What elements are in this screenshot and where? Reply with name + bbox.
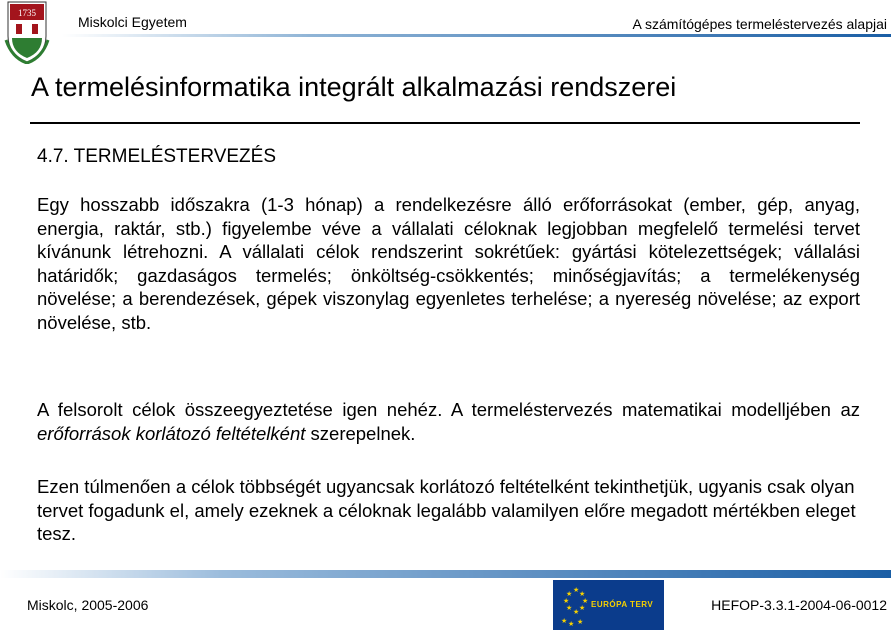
footer-location-date: Miskolc, 2005-2006 — [27, 597, 149, 613]
svg-text:★: ★ — [568, 620, 575, 628]
paragraph-2-end: szerepelnek. — [305, 422, 416, 444]
header-divider — [62, 34, 891, 37]
paragraph-1: Egy hosszabb időszakra (1-3 hónap) a rendelkezésre álló erőforrásokat (ember, gép, anyag, energia, raktár, stb.) figyelembe véve a vállalati céloknak legjobban megfelelő termelési tervet kívánunk létrehozni. A vállalati célok rendszerint sokrétűek: gyártási kötelezettségek; vállalási határidők; gazdaságos termelés; önköltség-csökkentés; minőségjavítás; a termelékenység növelése; a berendezések, gépek viszonylag egyenletes terhelése; a nyereség növelése; az export növelése, stb. — [37, 194, 860, 333]
svg-text:★: ★ — [566, 604, 573, 612]
slide-title: A termelésinformatika integrált alkalmazási rendszerei — [31, 72, 677, 102]
svg-text:★: ★ — [563, 597, 570, 605]
paragraph-3: Ezen túlmenően a célok többségét ugyancsak korlátozó feltételként tekinthetjük, ugyanis csak olyan tervet fogadunk el, amely ezeknek a céloknak legalább valamilyen előre megadott mértékben eleget tesz. — [37, 476, 856, 544]
footer-project-code: HEFOP-3.3.1-2004-06-0012 — [711, 597, 887, 613]
paragraph-2-emphasis: erőforrások korlátozó feltételként — [37, 422, 306, 444]
svg-text:★: ★ — [579, 604, 586, 612]
svg-text:★: ★ — [561, 617, 568, 625]
svg-text:★: ★ — [582, 597, 589, 605]
university-crest-logo — [4, 0, 50, 64]
paragraph-2-start: A felsorolt célok összeegyeztetése igen nehéz. A termeléstervezés matematikai modelljében az — [37, 399, 860, 420]
crest-year: 1735 — [18, 8, 36, 18]
svg-text:★: ★ — [573, 586, 580, 594]
title-underline — [30, 122, 860, 124]
svg-text:★: ★ — [573, 608, 580, 616]
paragraph-2 — [37, 398, 860, 445]
header-course-title: A számítógépes termeléstervezés alapjai — [632, 16, 887, 32]
europa-terv-label: EURÓPA TERV — [591, 600, 654, 609]
header-university-name: Miskolci Egyetem — [78, 14, 187, 30]
svg-text:★: ★ — [577, 618, 584, 626]
svg-text:★: ★ — [566, 590, 573, 598]
section-heading: 4.7. TERMELÉSTERVEZÉS — [37, 146, 276, 167]
svg-text:★: ★ — [579, 590, 586, 598]
footer-divider — [0, 570, 891, 578]
